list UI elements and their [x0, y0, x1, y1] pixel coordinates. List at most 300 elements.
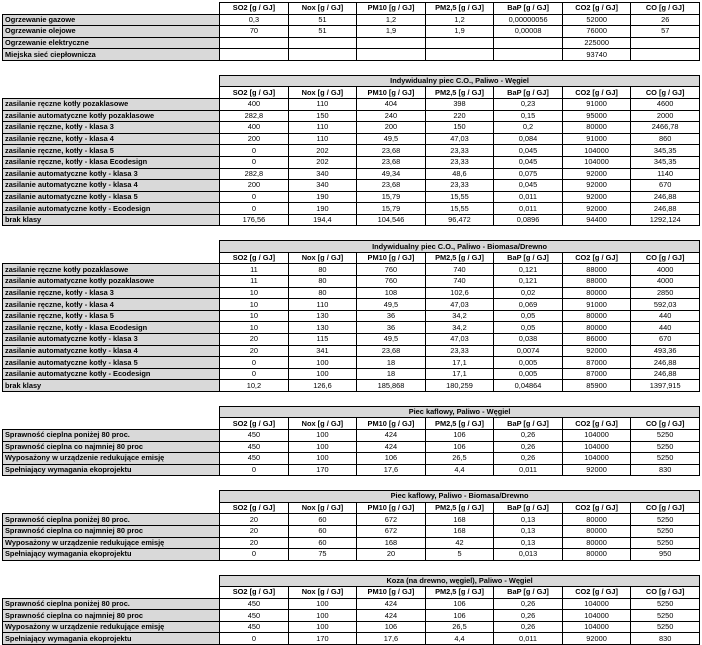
value-cell: 672 [357, 514, 426, 526]
value-cell: 80000 [562, 537, 631, 549]
column-header: SO2 [g / GJ] [220, 252, 289, 264]
value-cell: 104000 [562, 453, 631, 465]
value-cell: 168 [425, 525, 494, 537]
value-cell: 404 [357, 98, 426, 110]
value-cell: 176,56 [220, 214, 289, 226]
row-label: zasilanie ręczne, kotły - klasa Ecodesign [3, 156, 220, 168]
emission-table [2, 75, 700, 227]
value-cell: 740 [425, 264, 494, 276]
row-label: zasilanie ręczne, kotły - klasa 4 [3, 299, 220, 311]
table-row [3, 633, 700, 645]
emission-table [2, 490, 700, 561]
value-cell: 10 [220, 287, 289, 299]
value-cell: 0,05 [494, 322, 563, 334]
value-cell: 104000 [562, 429, 631, 441]
value-cell: 282,8 [220, 110, 289, 122]
value-cell: 4600 [631, 98, 700, 110]
value-cell: 93740 [562, 49, 631, 61]
table-row [3, 345, 700, 357]
value-cell: 48,6 [425, 168, 494, 180]
value-cell: 0,121 [494, 276, 563, 288]
column-header: SO2 [g / GJ] [220, 3, 289, 15]
value-cell: 225000 [562, 37, 631, 49]
section-gap [2, 392, 700, 406]
value-cell: 104000 [562, 621, 631, 633]
value-cell: 0 [220, 191, 289, 203]
table-row [3, 26, 700, 38]
row-label: Ogrzewanie gazowe [3, 14, 220, 26]
value-cell [220, 37, 289, 49]
table-row [3, 264, 700, 276]
value-cell: 170 [288, 633, 357, 645]
row-label: zasilanie automatyczne kotły - klasa 3 [3, 334, 220, 346]
value-cell: 200 [220, 180, 289, 192]
value-cell: 20 [220, 525, 289, 537]
title-blank-cell [3, 491, 220, 503]
value-cell: 100 [288, 621, 357, 633]
column-header-row [3, 252, 700, 264]
table-row [3, 525, 700, 537]
column-header: CO [g / GJ] [631, 3, 700, 15]
title-blank-cell [3, 241, 220, 253]
column-header: PM10 [g / GJ] [357, 87, 426, 99]
value-cell: 592,03 [631, 299, 700, 311]
value-cell: 104,546 [357, 214, 426, 226]
column-header: CO [g / GJ] [631, 502, 700, 514]
table-row [3, 287, 700, 299]
value-cell: 10 [220, 299, 289, 311]
table-row [3, 110, 700, 122]
value-cell: 760 [357, 264, 426, 276]
value-cell: 0,011 [494, 203, 563, 215]
row-label: Ogrzewanie olejowe [3, 26, 220, 38]
table-row [3, 537, 700, 549]
table-row [3, 310, 700, 322]
column-header: Nox [g / GJ] [288, 502, 357, 514]
value-cell: 450 [220, 621, 289, 633]
value-cell: 5250 [631, 525, 700, 537]
value-cell: 26,5 [425, 621, 494, 633]
header-blank-cell [3, 252, 220, 264]
value-cell: 17,6 [357, 633, 426, 645]
title-blank-cell [3, 75, 220, 87]
table-row [3, 610, 700, 622]
column-header: Nox [g / GJ] [288, 252, 357, 264]
value-cell: 20 [220, 334, 289, 346]
value-cell: 75 [288, 549, 357, 561]
row-label: Sprawność cieplna poniżej 80 proc. [3, 514, 220, 526]
column-header: CO2 [g / GJ] [562, 252, 631, 264]
value-cell: 23,33 [425, 180, 494, 192]
value-cell: 340 [288, 168, 357, 180]
column-header: SO2 [g / GJ] [220, 87, 289, 99]
title-blank-cell [3, 406, 220, 418]
value-cell: 100 [288, 357, 357, 369]
value-cell: 104000 [562, 441, 631, 453]
value-cell: 5250 [631, 598, 700, 610]
value-cell: 1292,124 [631, 214, 700, 226]
value-cell [288, 37, 357, 49]
value-cell: 440 [631, 322, 700, 334]
table-row [3, 203, 700, 215]
value-cell [631, 49, 700, 61]
table-row [3, 214, 700, 226]
value-cell: 49,5 [357, 133, 426, 145]
value-cell: 400 [220, 98, 289, 110]
value-cell: 424 [357, 610, 426, 622]
column-header: BaP [g / GJ] [494, 252, 563, 264]
row-label: Sprawność cieplna co najmniej 80 proc [3, 441, 220, 453]
table-row [3, 180, 700, 192]
value-cell: 2466,78 [631, 122, 700, 134]
value-cell: 51 [288, 14, 357, 26]
row-label: zasilanie ręczne, kotły - klasa Ecodesign [3, 322, 220, 334]
value-cell: 23,68 [357, 145, 426, 157]
value-cell: 60 [288, 514, 357, 526]
value-cell: 110 [288, 98, 357, 110]
column-header: BaP [g / GJ] [494, 3, 563, 15]
column-header: PM10 [g / GJ] [357, 3, 426, 15]
value-cell: 70 [220, 26, 289, 38]
value-cell: 672 [357, 525, 426, 537]
value-cell: 80000 [562, 549, 631, 561]
value-cell: 1,9 [425, 26, 494, 38]
column-header: PM10 [g / GJ] [357, 252, 426, 264]
value-cell: 52000 [562, 14, 631, 26]
row-label: zasilanie automatyczne kotły - klasa 3 [3, 168, 220, 180]
value-cell: 130 [288, 310, 357, 322]
value-cell: 4000 [631, 276, 700, 288]
column-header: PM10 [g / GJ] [357, 502, 426, 514]
value-cell: 95000 [562, 110, 631, 122]
row-label: zasilanie automatyczne kotły - Ecodesign [3, 368, 220, 380]
value-cell: 0,13 [494, 525, 563, 537]
value-cell: 0,045 [494, 145, 563, 157]
value-cell: 15,79 [357, 191, 426, 203]
column-header-row [3, 3, 700, 15]
header-blank-cell [3, 587, 220, 599]
value-cell: 740 [425, 276, 494, 288]
value-cell: 0,011 [494, 191, 563, 203]
table-row [3, 191, 700, 203]
value-cell: 830 [631, 464, 700, 476]
value-cell: 11 [220, 276, 289, 288]
value-cell: 194,4 [288, 214, 357, 226]
value-cell: 150 [288, 110, 357, 122]
value-cell: 168 [357, 537, 426, 549]
row-label: Miejska sieć ciepłownicza [3, 49, 220, 61]
value-cell: 80 [288, 287, 357, 299]
value-cell: 34,2 [425, 322, 494, 334]
value-cell: 87000 [562, 368, 631, 380]
value-cell: 0,23 [494, 98, 563, 110]
value-cell: 398 [425, 98, 494, 110]
value-cell: 47,03 [425, 299, 494, 311]
value-cell: 91000 [562, 299, 631, 311]
value-cell: 0,00000056 [494, 14, 563, 26]
table-row [3, 168, 700, 180]
value-cell: 282,8 [220, 168, 289, 180]
value-cell: 23,33 [425, 156, 494, 168]
column-header: BaP [g / GJ] [494, 502, 563, 514]
value-cell: 86000 [562, 334, 631, 346]
value-cell: 100 [288, 453, 357, 465]
column-header: SO2 [g / GJ] [220, 502, 289, 514]
row-label: Wyposażony w urządzenie redukujące emisję [3, 537, 220, 549]
row-label: Sprawność cieplna co najmniej 80 proc [3, 525, 220, 537]
value-cell: 92000 [562, 345, 631, 357]
section-title: Indywidualny piec C.O., Paliwo - Węgiel [220, 75, 700, 87]
column-header: CO2 [g / GJ] [562, 3, 631, 15]
value-cell [631, 37, 700, 49]
value-cell: 106 [425, 610, 494, 622]
emission-table [2, 406, 700, 477]
value-cell: 4,4 [425, 633, 494, 645]
value-cell: 110 [288, 299, 357, 311]
column-header: PM2,5 [g / GJ] [425, 87, 494, 99]
value-cell [425, 49, 494, 61]
value-cell: 80000 [562, 122, 631, 134]
value-cell: 1,2 [357, 14, 426, 26]
value-cell: 80000 [562, 514, 631, 526]
value-cell: 49,5 [357, 299, 426, 311]
value-cell: 341 [288, 345, 357, 357]
value-cell: 0 [220, 464, 289, 476]
value-cell: 760 [357, 276, 426, 288]
value-cell: 20 [220, 514, 289, 526]
column-header: SO2 [g / GJ] [220, 587, 289, 599]
row-label: zasilanie ręczne, kotły - klasa 3 [3, 122, 220, 134]
value-cell: 49,34 [357, 168, 426, 180]
row-label: zasilanie automatyczne kotły - Ecodesign [3, 203, 220, 215]
value-cell: 17,1 [425, 357, 494, 369]
section-gap [2, 61, 700, 75]
value-cell: 0 [220, 145, 289, 157]
value-cell: 88000 [562, 276, 631, 288]
value-cell: 1,2 [425, 14, 494, 26]
value-cell: 92000 [562, 191, 631, 203]
value-cell: 0,26 [494, 598, 563, 610]
section-title-row [3, 241, 700, 253]
row-label: Wyposażony w urządzenie redukujące emisję [3, 453, 220, 465]
value-cell: 106 [425, 598, 494, 610]
table-row [3, 322, 700, 334]
value-cell: 0,15 [494, 110, 563, 122]
value-cell: 5 [425, 549, 494, 561]
row-label: Wyposażony w urządzenie redukujące emisję [3, 621, 220, 633]
value-cell: 450 [220, 598, 289, 610]
value-cell: 80000 [562, 525, 631, 537]
value-cell: 0,05 [494, 310, 563, 322]
column-header-row [3, 502, 700, 514]
section-title-row [3, 75, 700, 87]
value-cell: 80000 [562, 310, 631, 322]
value-cell: 15,55 [425, 191, 494, 203]
value-cell: 0,2 [494, 122, 563, 134]
column-header: SO2 [g / GJ] [220, 418, 289, 430]
value-cell: 1140 [631, 168, 700, 180]
column-header: PM2,5 [g / GJ] [425, 252, 494, 264]
value-cell: 91000 [562, 98, 631, 110]
table-row [3, 334, 700, 346]
value-cell: 340 [288, 180, 357, 192]
table-row [3, 357, 700, 369]
value-cell: 180,259 [425, 380, 494, 392]
value-cell: 10,2 [220, 380, 289, 392]
value-cell: 26 [631, 14, 700, 26]
value-cell: 2850 [631, 287, 700, 299]
value-cell: 104000 [562, 156, 631, 168]
column-header: CO2 [g / GJ] [562, 87, 631, 99]
section-gap [2, 561, 700, 575]
value-cell: 49,5 [357, 334, 426, 346]
value-cell: 5250 [631, 621, 700, 633]
value-cell: 0,0896 [494, 214, 563, 226]
value-cell: 110 [288, 122, 357, 134]
value-cell: 100 [288, 598, 357, 610]
value-cell: 0,26 [494, 453, 563, 465]
value-cell: 26,5 [425, 453, 494, 465]
value-cell: 220 [425, 110, 494, 122]
value-cell: 108 [357, 287, 426, 299]
column-header: CO [g / GJ] [631, 252, 700, 264]
value-cell: 4000 [631, 264, 700, 276]
section-title: Piec kaflowy, Paliwo - Biomasa/Drewno [220, 491, 700, 503]
column-header: PM10 [g / GJ] [357, 418, 426, 430]
column-header: PM2,5 [g / GJ] [425, 418, 494, 430]
value-cell: 23,68 [357, 156, 426, 168]
header-blank-cell [3, 502, 220, 514]
section-gap [2, 476, 700, 490]
value-cell: 0,005 [494, 368, 563, 380]
table-row [3, 441, 700, 453]
value-cell: 18 [357, 357, 426, 369]
value-cell [357, 49, 426, 61]
table-row [3, 368, 700, 380]
value-cell: 80 [288, 264, 357, 276]
value-cell: 15,79 [357, 203, 426, 215]
value-cell: 104000 [562, 610, 631, 622]
value-cell: 246,88 [631, 191, 700, 203]
value-cell: 0,13 [494, 514, 563, 526]
section-title: Indywidualny piec C.O., Paliwo - Biomasa/Drewno [220, 241, 700, 253]
value-cell: 493,36 [631, 345, 700, 357]
value-cell [357, 37, 426, 49]
value-cell: 4,4 [425, 464, 494, 476]
row-label: zasilanie automatyczne kotły - klasa 4 [3, 345, 220, 357]
column-header: PM2,5 [g / GJ] [425, 3, 494, 15]
value-cell: 11 [220, 264, 289, 276]
column-header: CO2 [g / GJ] [562, 587, 631, 599]
value-cell: 0,084 [494, 133, 563, 145]
value-cell: 17,1 [425, 368, 494, 380]
value-cell: 5250 [631, 429, 700, 441]
value-cell: 104000 [562, 145, 631, 157]
value-cell: 0,045 [494, 180, 563, 192]
value-cell: 5250 [631, 610, 700, 622]
value-cell: 104000 [562, 598, 631, 610]
value-cell: 950 [631, 549, 700, 561]
value-cell: 670 [631, 334, 700, 346]
column-header: CO2 [g / GJ] [562, 502, 631, 514]
value-cell: 20 [220, 345, 289, 357]
column-header: PM2,5 [g / GJ] [425, 587, 494, 599]
column-header: BaP [g / GJ] [494, 418, 563, 430]
column-header-row [3, 87, 700, 99]
value-cell: 424 [357, 429, 426, 441]
value-cell: 42 [425, 537, 494, 549]
value-cell: 0,26 [494, 429, 563, 441]
value-cell: 60 [288, 525, 357, 537]
table-row [3, 145, 700, 157]
row-label: zasilanie ręczne, kotły - klasa 3 [3, 287, 220, 299]
value-cell: 0,005 [494, 357, 563, 369]
column-header: BaP [g / GJ] [494, 87, 563, 99]
value-cell: 91000 [562, 133, 631, 145]
value-cell: 5250 [631, 441, 700, 453]
value-cell: 345,35 [631, 145, 700, 157]
row-label: brak klasy [3, 380, 220, 392]
row-label: zasilanie ręczne, kotły - klasa 5 [3, 145, 220, 157]
value-cell: 0 [220, 357, 289, 369]
value-cell: 0,02 [494, 287, 563, 299]
table-row [3, 276, 700, 288]
value-cell: 92000 [562, 464, 631, 476]
value-cell: 450 [220, 441, 289, 453]
value-cell: 190 [288, 203, 357, 215]
value-cell: 76000 [562, 26, 631, 38]
value-cell: 0,013 [494, 549, 563, 561]
value-cell: 246,88 [631, 357, 700, 369]
table-row [3, 621, 700, 633]
value-cell: 0,26 [494, 610, 563, 622]
row-label: Spełniający wymagania ekoprojektu [3, 464, 220, 476]
value-cell: 96,472 [425, 214, 494, 226]
value-cell: 0,075 [494, 168, 563, 180]
column-header: Nox [g / GJ] [288, 587, 357, 599]
section-title-row [3, 575, 700, 587]
table-row [3, 122, 700, 134]
emission-table [2, 575, 700, 645]
value-cell: 47,03 [425, 334, 494, 346]
value-cell: 0,04864 [494, 380, 563, 392]
value-cell: 106 [357, 453, 426, 465]
value-cell: 106 [425, 429, 494, 441]
row-label: Spełniający wymagania ekoprojektu [3, 633, 220, 645]
row-label: zasilanie automatyczne kotły - klasa 5 [3, 191, 220, 203]
value-cell: 190 [288, 191, 357, 203]
table-row [3, 156, 700, 168]
row-label: Sprawność cieplna co najmniej 80 proc [3, 610, 220, 622]
value-cell: 34,2 [425, 310, 494, 322]
column-header-row [3, 418, 700, 430]
value-cell [288, 49, 357, 61]
column-header: Nox [g / GJ] [288, 87, 357, 99]
row-label: Ogrzewanie elektryczne [3, 37, 220, 49]
table-row [3, 98, 700, 110]
value-cell: 670 [631, 180, 700, 192]
value-cell: 23,68 [357, 180, 426, 192]
row-label: zasilanie ręczne, kotły - klasa 4 [3, 133, 220, 145]
value-cell: 18 [357, 368, 426, 380]
value-cell: 0,0074 [494, 345, 563, 357]
column-header: Nox [g / GJ] [288, 3, 357, 15]
value-cell: 80 [288, 276, 357, 288]
value-cell: 5250 [631, 453, 700, 465]
value-cell [494, 49, 563, 61]
value-cell: 92000 [562, 168, 631, 180]
row-label: Sprawność cieplna poniżej 80 proc. [3, 598, 220, 610]
